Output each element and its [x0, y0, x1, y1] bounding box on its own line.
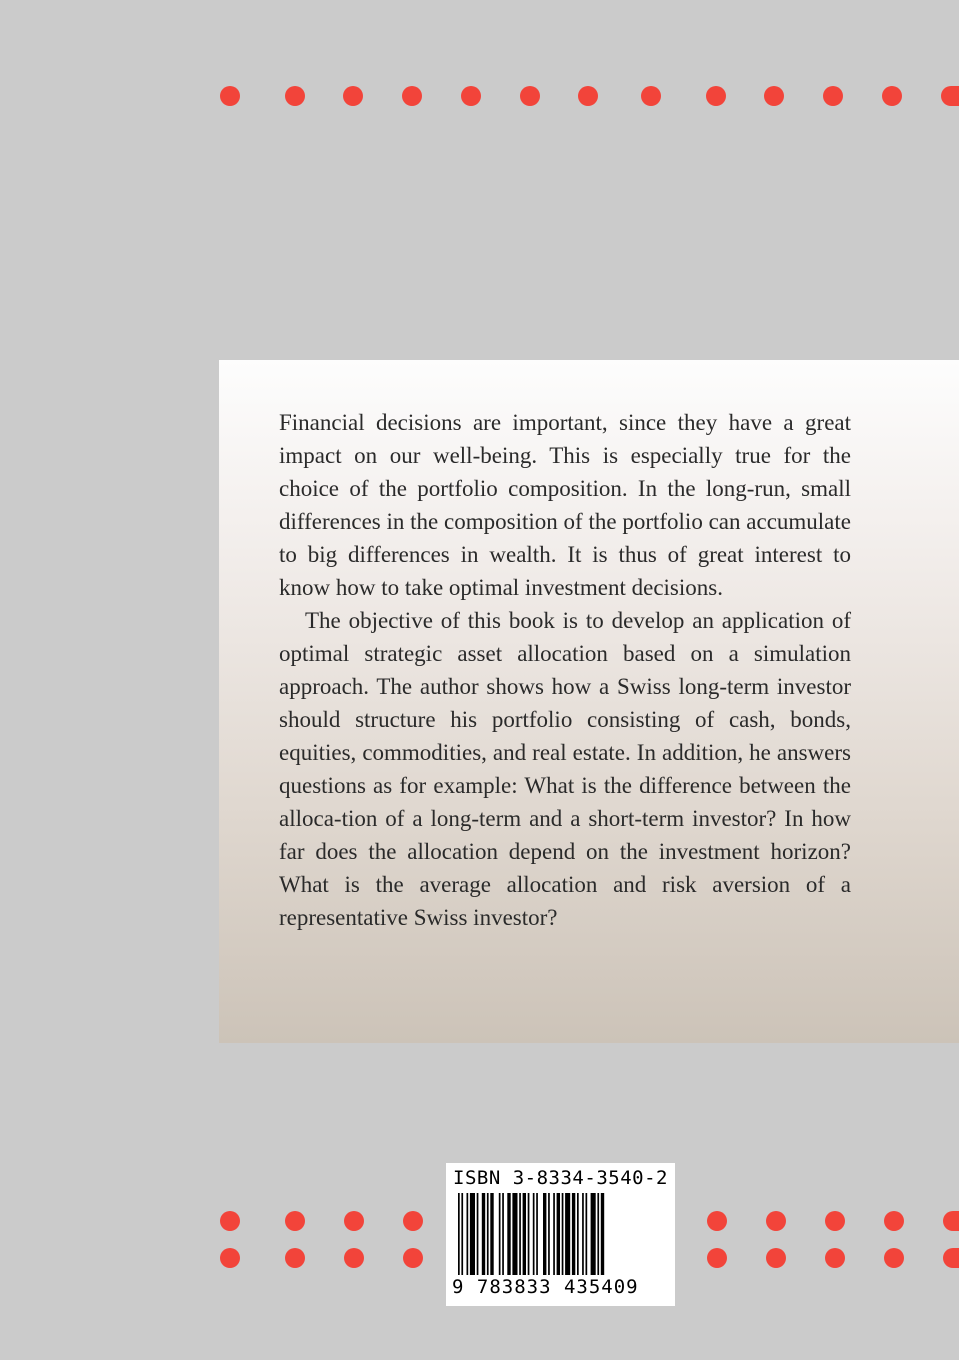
barcode-bar	[582, 1193, 584, 1275]
barcode-bar	[572, 1193, 575, 1275]
decorative-dot	[403, 1211, 423, 1231]
decorative-dot	[882, 86, 902, 106]
barcode-bar	[512, 1193, 517, 1275]
decorative-dot	[766, 1248, 786, 1268]
decorative-dot	[285, 1248, 305, 1268]
barcode-bar	[502, 1193, 504, 1275]
barcode-bar	[519, 1193, 521, 1275]
decorative-dot	[220, 1211, 240, 1231]
barcode-bar	[523, 1193, 526, 1275]
decorative-dot	[220, 1248, 240, 1268]
decorative-dot	[285, 1211, 305, 1231]
barcode-bar	[601, 1193, 604, 1275]
decorative-dot	[578, 86, 598, 106]
decorative-dot	[344, 1211, 364, 1231]
barcode-bar	[536, 1193, 538, 1275]
decorative-dot	[825, 1211, 845, 1231]
barcode-bar	[557, 1193, 560, 1275]
decorative-dot	[941, 86, 959, 106]
barcode-bar	[543, 1193, 546, 1275]
barcode-bar	[499, 1193, 501, 1275]
barcode-bar	[591, 1193, 596, 1275]
barcode-bar	[565, 1193, 570, 1275]
decorative-dot	[943, 1248, 959, 1268]
barcode-bar	[467, 1193, 469, 1275]
barcode-bar	[533, 1193, 535, 1275]
barcode-bar	[507, 1193, 510, 1275]
barcode-bar	[458, 1193, 460, 1275]
decorative-dot	[764, 86, 784, 106]
isbn-label: ISBN 3-8334-3540-2	[453, 1167, 668, 1189]
barcode-bar	[562, 1193, 564, 1275]
blurb-paragraph-1: Financial decisions are important, since they have a great impact on our well-being. This is especially true for the choice of the portfolio composition. In the long-run, small differences in the composition of the portfolio can accumulate to big differences in wealth. It is thus of great interest to know how to take optimal investment decisions.	[279, 410, 851, 600]
barcode-bar	[490, 1193, 493, 1275]
barcode-bar	[487, 1193, 489, 1275]
barcode-bar	[477, 1193, 479, 1275]
decorative-dot	[707, 1248, 727, 1268]
barcode-bar	[470, 1193, 475, 1275]
barcode-bar	[553, 1193, 555, 1275]
barcode-bar	[548, 1193, 550, 1275]
barcode-bar	[482, 1193, 485, 1275]
decorative-dot	[461, 86, 481, 106]
decorative-dot	[641, 86, 661, 106]
ean-number: 9 783833 435409	[452, 1276, 639, 1298]
decorative-dot	[706, 86, 726, 106]
decorative-dot	[943, 1211, 959, 1231]
decorative-dot	[823, 86, 843, 106]
isbn-barcode	[446, 1163, 675, 1306]
decorative-dot	[884, 1211, 904, 1231]
decorative-dot	[343, 86, 363, 106]
barcode-bar	[528, 1193, 530, 1275]
blurb-panel	[219, 360, 959, 1043]
decorative-dot	[884, 1248, 904, 1268]
decorative-dot	[403, 1248, 423, 1268]
decorative-dot	[766, 1211, 786, 1231]
barcode-bar	[461, 1193, 463, 1275]
decorative-dot	[825, 1248, 845, 1268]
decorative-dot	[285, 86, 305, 106]
barcode-bar	[577, 1193, 579, 1275]
decorative-dot	[707, 1211, 727, 1231]
blurb-paragraph-2: The objective of this book is to develop an application of optimal strategic asset allocation based on a simulation approach. The author shows how a Swiss long-term investor should structure his portfolio consisting of cash, bonds, equities, commodities, and real estate. In addition, he answers questions as for example: What is the difference between the alloca-tion of a long-term and a short-term investor? In how far does the allocation depend on the investment horizon? What is the average allocation and risk aversion of a representative Swiss investor?	[279, 608, 851, 930]
barcode-bar	[597, 1193, 599, 1275]
decorative-dot	[520, 86, 540, 106]
decorative-dot	[402, 86, 422, 106]
blurb-text	[279, 406, 851, 934]
barcode-bar	[586, 1193, 588, 1275]
decorative-dot	[220, 86, 240, 106]
barcode-bars	[458, 1193, 664, 1275]
decorative-dot	[344, 1248, 364, 1268]
